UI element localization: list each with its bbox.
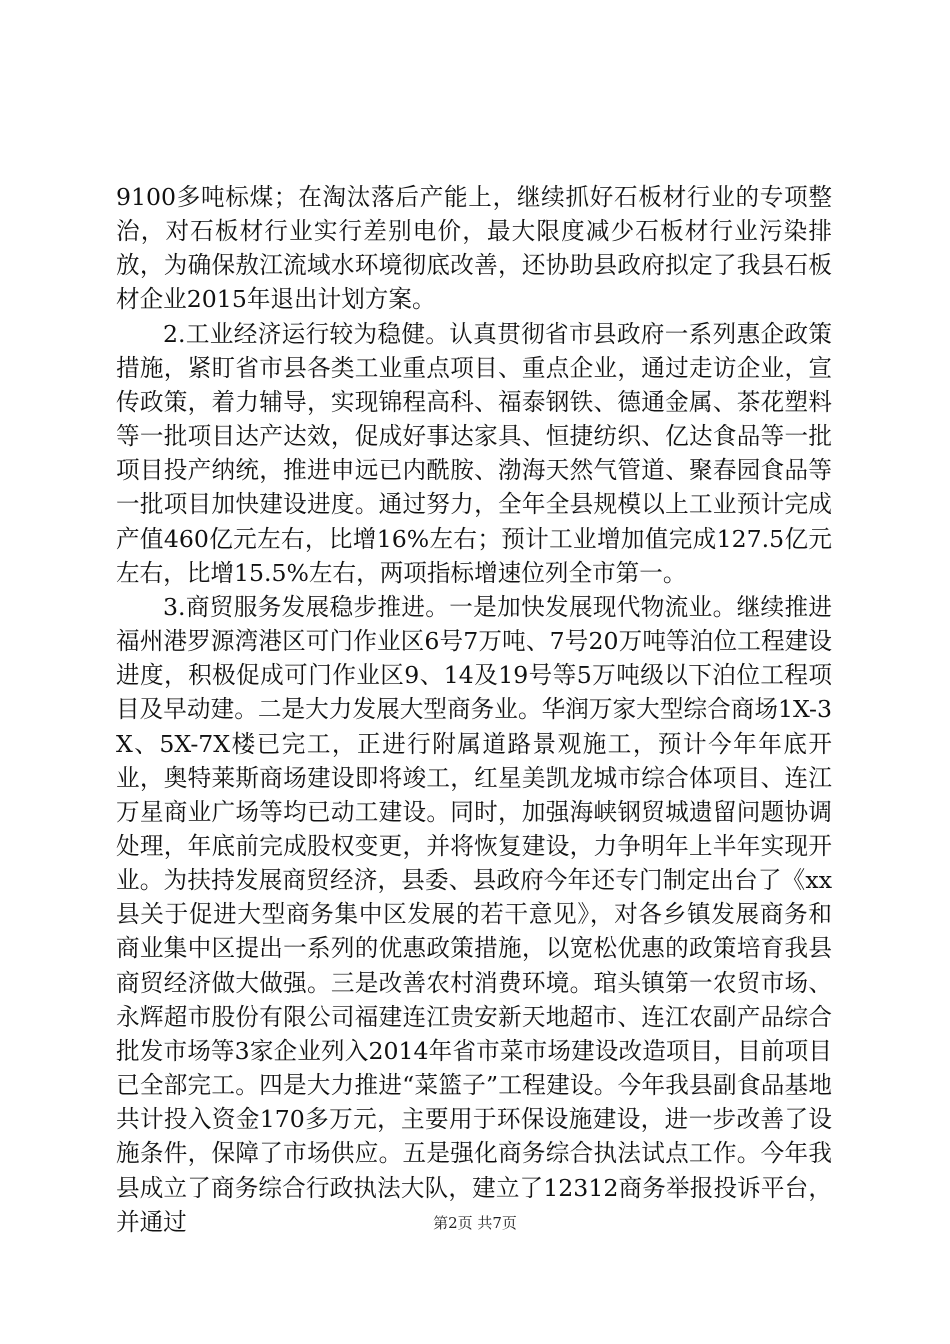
paragraph-1: 9100多吨标煤；在淘汰落后产能上，继续抓好石板材行业的专项整治，对石板材行业实行差别电价，最大限度减少石板材行业污染排放，为确保敖江流域水环境彻底改善，还协助县政府拟定了我县石板材企业2015年退出计划方案。 bbox=[116, 183, 832, 314]
paragraph-2: 2.工业经济运行较为稳健。认真贯彻省市县政府一系列惠企政策措施，紧盯省市县各类工业重点项目、重点企业，通过走访企业，宣传政策，着力辅导，实现锦程高科、福泰钢铁、德通金属、茶花塑料等一批项目达产达效，促成好事达家具、恒捷纺织、亿达食品等一批项目投产纳统，推进申远已内酰胺、渤海天然气管道、聚春园食品等一批项目加快建设进度。通过努力，全年全县规模以上工业预计完成产值460亿元左右，比增16%左右；预计工业增加值完成127.5亿元左右，比增15.5%左右，两项指标增速位列全市第一。 bbox=[116, 319, 832, 587]
document-body bbox=[116, 180, 832, 1239]
paragraph-3: 3.商贸服务发展稳步推进。一是加快发展现代物流业。继续推进福州港罗源湾港区可门作业区6号7万吨、7号20万吨等泊位工程建设进度，积极促成可门作业区9、14及19号等5万吨级以下泊位工程项目及早动建。二是大力发展大型商务业。华润万家大型综合商场1X-3X、5X-7X楼已完工，正进行附属道路景观施工，预计今年年底开业，奥特莱斯商场建设即将竣工，红星美凯龙城市综合体项目、连江万星商业广场等均已动工建设。同时，加强海峡钢贸城遗留问题协调处理，年底前完成股权变更，并将恢复建设，力争明年上半年实现开业。为扶持发展商贸经济，县委、县政府今年还专门制定出台了《xx县关于促进大型商务集中区发展的若干意见》，对各乡镇发展商务和商业集中区提出一系列的优惠政策措施，以宽松优惠的政策培育我县商贸经济做大做强。三是改善农村消费环境。琯头镇第一农贸市场、永辉超市股份有限公司福建连江贵安新天地超市、连江农副产品综合批发市场等3家企业列入2014年省市菜市场建设改造项目，目前项目已全部完工。四是大力推进“菜篮子”工程建设。今年我县副食品基地共计投入资金170多万元，主要用于环保设施建设，进一步改善了设施条件，保障了市场供应。五是强化商务综合执法试点工作。今年我县成立了商务综合行政执法大队，建立了12312商务举报投诉平台，并通过 bbox=[116, 592, 832, 1236]
page-footer: 第2页 共7页 bbox=[433, 1214, 517, 1232]
